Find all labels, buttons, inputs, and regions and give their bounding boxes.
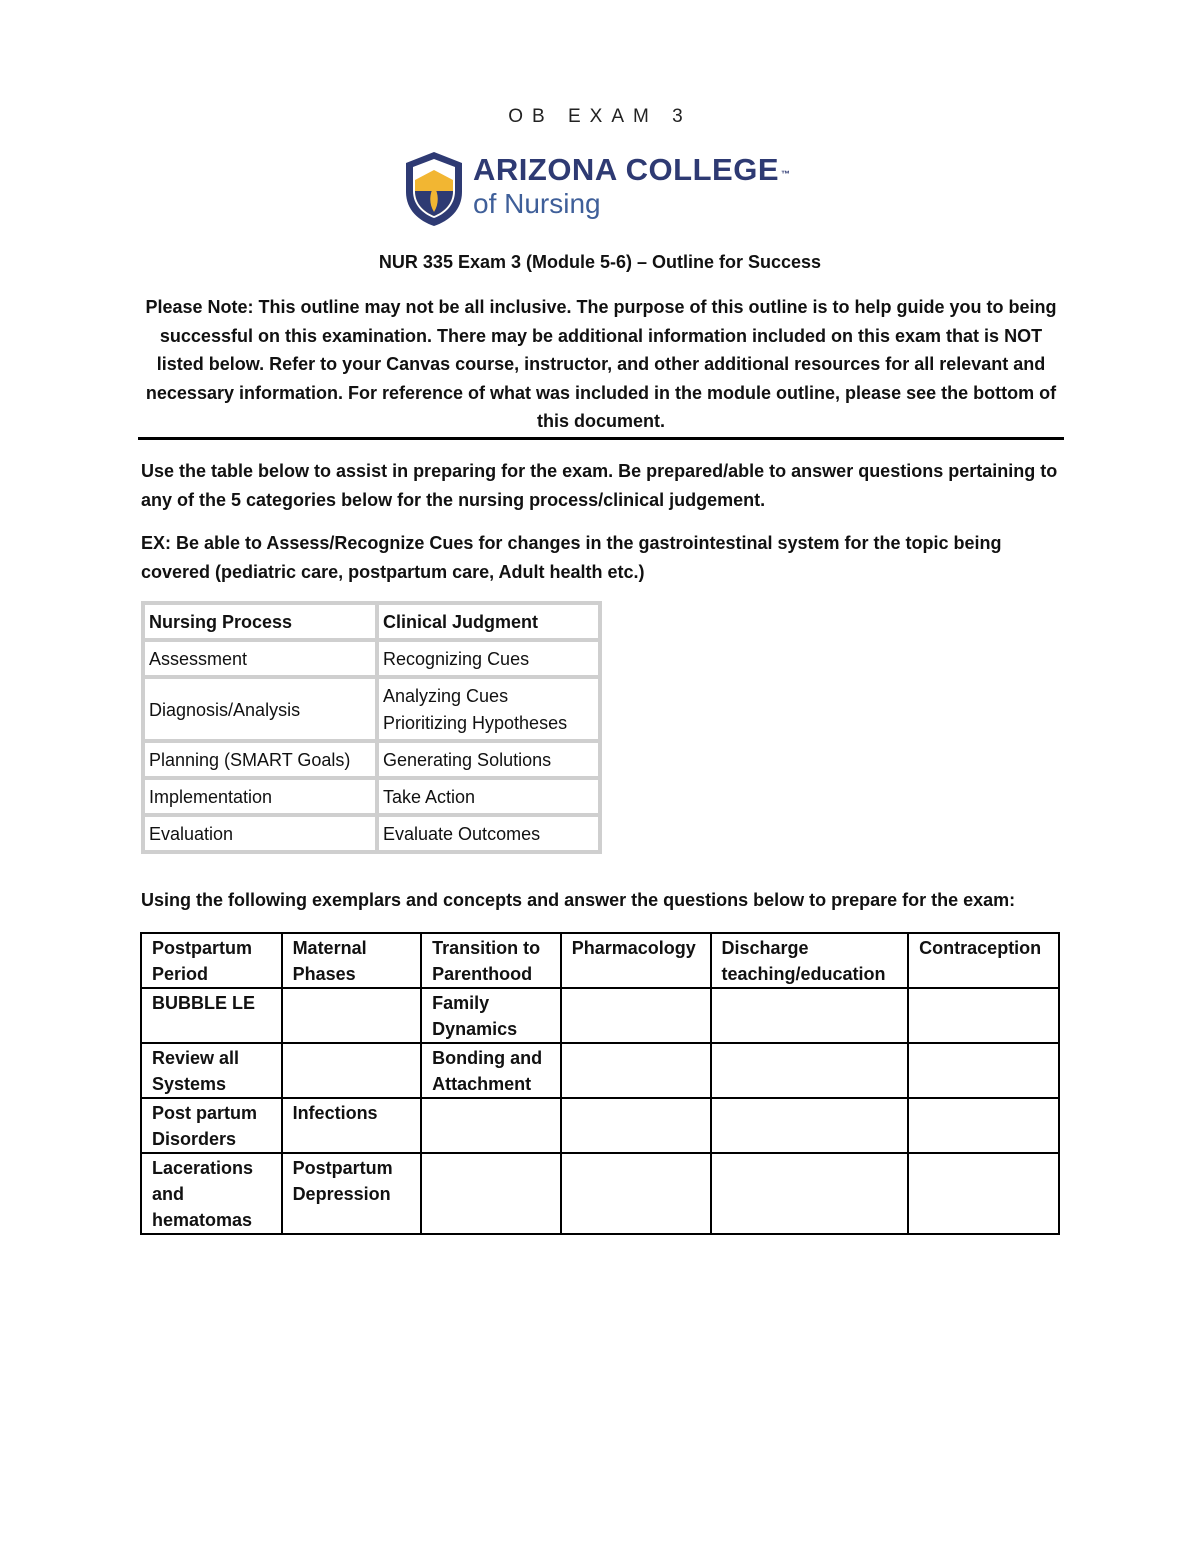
please-note: Please Note: This outline may not be all inclusive. The purpose of this outline is to help guide you to being successful on this examination. There may be additional information included on this exam that is NOT listed below. Refer to your Canvas course, instructor, and other additional resources for all relevant and necessary information. For reference of what was included in the module outline, please see the bottom of this document. bbox=[145, 297, 1057, 431]
table-cell: Planning (SMART Goals) bbox=[145, 743, 375, 776]
table-cell: Bonding and Attachment bbox=[421, 1043, 561, 1098]
example-paragraph: EX: Be able to Assess/Recognize Cues for changes in the gastrointestinal system for the topic being covered (pediatric care, postpartum care, Adult health etc.) bbox=[141, 533, 1002, 582]
table-cell: Evaluate Outcomes bbox=[379, 817, 598, 850]
divider bbox=[138, 437, 1064, 440]
table-cell bbox=[711, 1043, 909, 1098]
table-row bbox=[145, 743, 598, 776]
table-cell: BUBBLE LE bbox=[141, 988, 282, 1043]
table-cell: Review all Systems bbox=[141, 1043, 282, 1098]
table-cell-line: Analyzing Cues bbox=[383, 686, 509, 706]
table-row bbox=[141, 1043, 1059, 1098]
table-cell: Implementation bbox=[145, 780, 375, 813]
table-cell bbox=[379, 679, 598, 739]
table-row bbox=[141, 1098, 1059, 1153]
table-cell: Infections bbox=[282, 1098, 422, 1153]
table-cell bbox=[908, 988, 1059, 1043]
table-cell bbox=[561, 1153, 711, 1234]
table-cell: Assessment bbox=[145, 642, 375, 675]
table-cell: Family Dynamics bbox=[421, 988, 561, 1043]
logo-name: ARIZONA COLLEGE bbox=[473, 152, 780, 187]
table-cell bbox=[908, 1098, 1059, 1153]
table-cell: Lacerations and hematomas bbox=[141, 1153, 282, 1234]
table-header-cell: Discharge teaching/education bbox=[711, 933, 909, 988]
table-cell bbox=[561, 1043, 711, 1098]
table-cell bbox=[282, 1043, 422, 1098]
table-header-cell: Contraception bbox=[908, 933, 1059, 988]
table-cell bbox=[908, 1153, 1059, 1234]
table-row bbox=[141, 1153, 1059, 1234]
college-logo bbox=[403, 150, 803, 228]
table-row bbox=[145, 817, 598, 850]
table-cell bbox=[711, 1098, 909, 1153]
exemplars-table bbox=[140, 932, 1060, 1235]
table-cell bbox=[421, 1153, 561, 1234]
page-header: OB EXAM 3 bbox=[508, 106, 692, 127]
table-header-cell: Maternal Phases bbox=[282, 933, 422, 988]
table-header-cell: Postpartum Period bbox=[141, 933, 282, 988]
table-cell: Postpartum Depression bbox=[282, 1153, 422, 1234]
shield-logo-icon bbox=[403, 150, 465, 228]
table-header-cell: Transition to Parenthood bbox=[421, 933, 561, 988]
table-cell bbox=[908, 1043, 1059, 1098]
table-cell bbox=[711, 988, 909, 1043]
table-header-row bbox=[141, 933, 1059, 988]
table-cell bbox=[282, 988, 422, 1043]
table-cell: Post partum Disorders bbox=[141, 1098, 282, 1153]
table-header-cell: Clinical Judgment bbox=[379, 605, 598, 638]
table-cell: Generating Solutions bbox=[379, 743, 598, 776]
table-cell: Recognizing Cues bbox=[379, 642, 598, 675]
logo-subname: of Nursing bbox=[473, 188, 601, 219]
table-header-row bbox=[145, 605, 598, 638]
table-cell: Diagnosis/Analysis bbox=[145, 679, 375, 739]
table-header-cell: Nursing Process bbox=[145, 605, 375, 638]
table-row bbox=[145, 642, 598, 675]
table-row bbox=[145, 679, 598, 739]
table-cell bbox=[421, 1098, 561, 1153]
table-cell: Take Action bbox=[379, 780, 598, 813]
document-title: NUR 335 Exam 3 (Module 5-6) – Outline for Success bbox=[378, 252, 822, 272]
table-cell: Evaluation bbox=[145, 817, 375, 850]
table-header-cell: Pharmacology bbox=[561, 933, 711, 988]
table-row bbox=[145, 780, 598, 813]
trademark-symbol: ™ bbox=[781, 169, 791, 179]
nursing-process-table bbox=[141, 601, 602, 854]
table-cell bbox=[561, 988, 711, 1043]
instruction-paragraph: Use the table below to assist in preparing for the exam. Be prepared/able to answer questions pertaining to any of the 5 categories below for the nursing process/clinical judgement. bbox=[141, 461, 1058, 510]
table-row bbox=[141, 988, 1059, 1043]
exemplars-paragraph: Using the following exemplars and concepts and answer the questions below to prepare for the exam: bbox=[141, 890, 1016, 910]
table-cell bbox=[711, 1153, 909, 1234]
table-cell bbox=[561, 1098, 711, 1153]
table-cell-line: Prioritizing Hypotheses bbox=[383, 713, 568, 733]
